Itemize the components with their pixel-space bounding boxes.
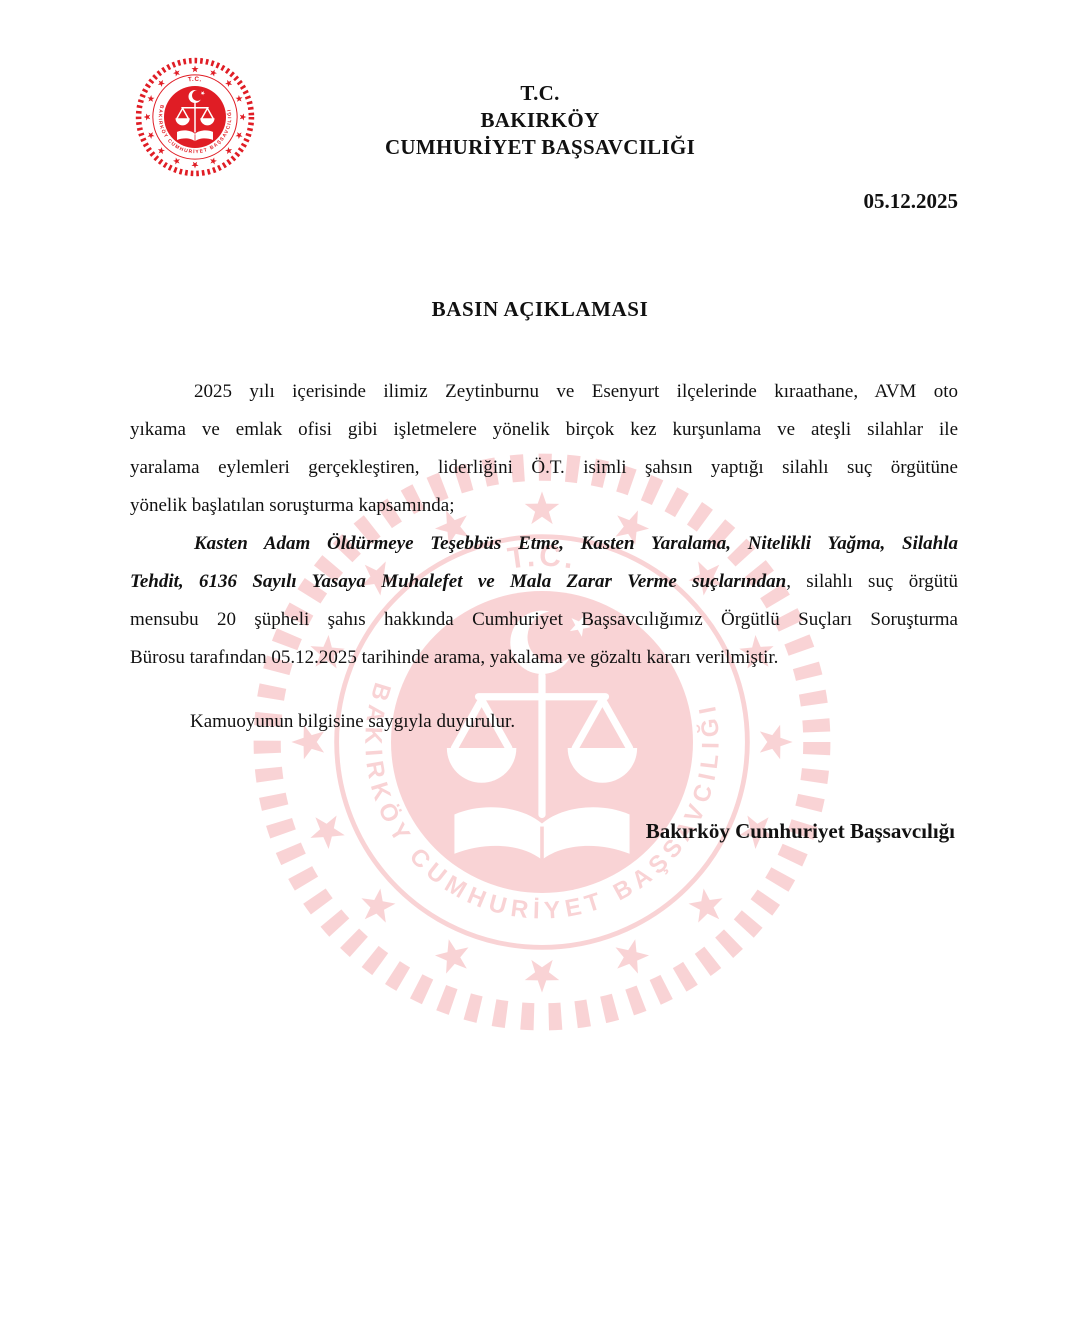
paragraph2-line1 xyxy=(130,525,958,563)
paragraph2-line2 xyxy=(130,563,958,601)
document-date: 05.12.2025 xyxy=(863,189,958,213)
letterhead-office-line: CUMHURİYET BAŞSAVCILIĞI xyxy=(384,135,696,159)
body-text xyxy=(130,373,958,677)
charges-bold-italic-part1: Kasten Adam Öldürmeye Teşebbüs Etme, Kasten Yaralama, Nitelikli Yağma, Silahla xyxy=(194,533,958,554)
paragraph1-line4: yönelik başlatılan soruşturma kapsamında; xyxy=(130,495,455,516)
paragraph1-line1: 2025 yılı içerisinde ilimiz Zeytinburnu ve Esenyurt ilçelerinde kıraathane, AVM oto xyxy=(194,381,958,402)
paragraph2-line4: Bürosu tarafından 05.12.2025 tarihinde arama, yakalama ve gözaltı kararı verilmiştir. xyxy=(130,647,779,668)
signature-office-name: Bakırköy Cumhuriyet Başsavcılığı xyxy=(645,819,955,843)
closing-statement: Kamuoyunun bilgisine saygıyla duyurulur. xyxy=(190,711,516,732)
paragraph1-line3: yaralama eylemleri gerçekleştiren, liderliğini Ö.T. isimli şahsın yaptığı silahlı suç örgütüne xyxy=(130,457,958,478)
letterhead xyxy=(0,80,1080,161)
paragraph1-line2: yıkama ve emlak ofisi gibi işletmelere yönelik birçok kez kurşunlama ve ateşli silahlar ile xyxy=(130,419,958,440)
paragraph2-line3: mensubu 20 şüpheli şahıs hakkında Cumhuriyet Başsavcılığımız Örgütlü Suçları Soruşturma xyxy=(130,609,958,630)
paragraph2-line2-regular: , silahlı suç örgütü xyxy=(786,571,958,592)
letterhead-republic-line: T.C. xyxy=(520,81,560,105)
charges-bold-italic-part2: Tehdit, 6136 Sayılı Yasaya Muhalefet ve Mala Zarar Verme suçlarından xyxy=(130,571,787,592)
document-title: BASIN AÇIKLAMASI xyxy=(431,297,649,321)
letterhead-district-line: BAKIRKÖY xyxy=(480,108,600,132)
